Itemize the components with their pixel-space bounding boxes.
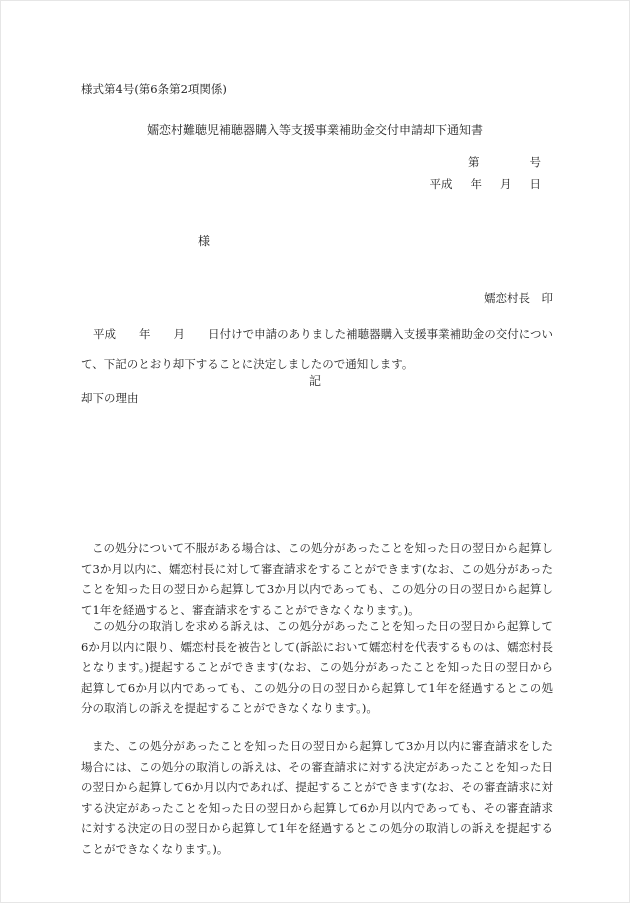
document-title: 嬬恋村難聴児補聴器購入等支援事業補助金交付申請却下通知書 <box>146 123 483 137</box>
notice-text-3: また、この処分があったことを知った日の翌日から起算して3か月以内に審査請求をした場合には、この処分の取消しの訴えは、その審査請求に対する決定があったことを知った日の翌日から起算して6か月以内であれば、提起することができます(なお、その審査請求に対する決定があったことを知った日の翌日から起算して6か月以内であっても、その審査請求に対する決定の日の翌日から起算して1年を経過するとこの処分の取消しの訴えを提起することができなくなります。)。 <box>81 739 553 856</box>
addressee-suffix: 様 <box>198 234 211 248</box>
ki-heading: 記 <box>308 374 321 388</box>
document-number-prefix: 第 <box>468 155 480 169</box>
issue-date <box>430 176 542 192</box>
notice-paragraph-2 <box>81 616 553 719</box>
date-month: 月 <box>500 177 512 191</box>
date-era: 平成 <box>429 177 453 191</box>
notice-paragraph-1 <box>81 538 553 620</box>
date-day: 日 <box>529 177 541 191</box>
document-number-suffix: 号 <box>529 155 541 169</box>
form-number: 様式第4号(第6条第2項関係) <box>81 82 227 96</box>
notice-paragraph-3 <box>81 736 553 859</box>
notice-text-2: この処分の取消しを求める訴えは、この処分があったことを知った日の翌日から起算して6か月以内に限り、嬬恋村長を被告として(訴訟において嬬恋村を代表するものは、嬬恋村長となります。)提起することができます(なお、この処分があったことを知った日の翌日から起算して6か月以内であっても、この処分の日の翌日から起算して1年を経過するとこの処分の取消しの訴えを提起することができなくなります。)。 <box>81 619 553 715</box>
notice-text-1: この処分について不服がある場合は、この処分があったことを知った日の翌日から起算して3か月以内に、嬬恋村長に対して審査請求をすることができます(なお、この処分があったことを知った日の翌日から起算して3か月以内であっても、この処分の日の翌日から起算して1年を経過すると、審査請求をすることができなくなります。)。 <box>81 541 553 617</box>
date-year: 年 <box>470 177 482 191</box>
intro-text: 平成 年 月 日付けで申請のありました補聴器購入支援事業補助金の交付について、下記のとおり却下することに決定しましたので通知します。 <box>81 327 553 371</box>
document-number <box>468 154 541 170</box>
reason-label: 却下の理由 <box>81 391 139 405</box>
issuer-signature: 嬬恋村長 印 <box>484 291 553 305</box>
intro-paragraph <box>81 319 553 379</box>
